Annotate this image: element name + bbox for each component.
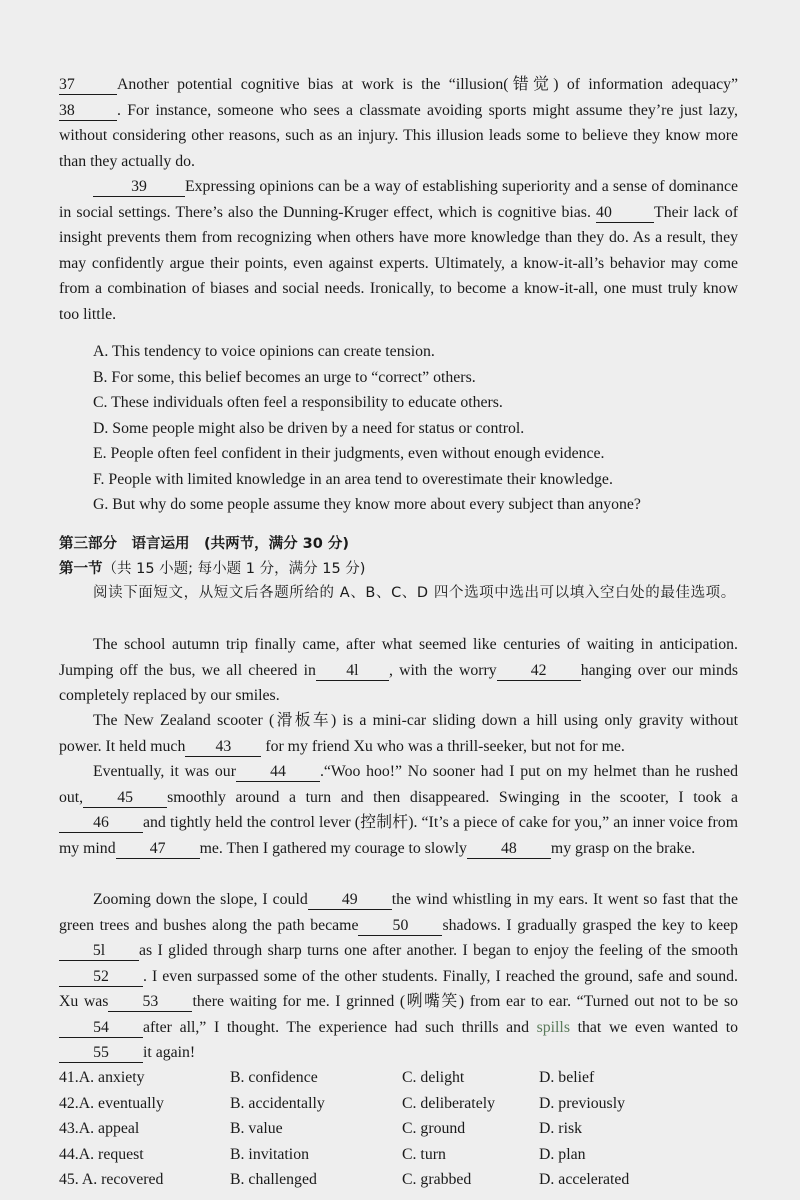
choice-41-d: D. belief	[539, 1069, 595, 1086]
blank-47: 47	[116, 839, 200, 859]
paragraph-text: after all,” I thought. The experience had such thrills and	[143, 1018, 529, 1036]
option-b: B. For some, this belief becomes an urge to “correct” others.	[93, 368, 476, 386]
paragraph-text: it again!	[143, 1044, 196, 1061]
paragraph-text: as I glided through sharp turns one after another. I began to enjoy the feeling of the smooth	[139, 942, 738, 959]
paragraph-text: The school autumn trip finally came, after what seemed like centuries of waiting in anticipation. Jumping off the bus, we all cheered in	[59, 636, 738, 679]
choice-44-b: B. invitation	[230, 1145, 309, 1163]
blank-49: 49	[308, 890, 392, 910]
choice-44-c: C. turn	[402, 1145, 446, 1163]
blank-40: 40	[596, 203, 654, 223]
paragraph-text: for my friend Xu who was a thrill-seeker, but not for me.	[265, 737, 625, 755]
blank-55: 55	[59, 1043, 143, 1063]
choice-43-c: C. ground	[402, 1120, 466, 1137]
paragraph-text: my grasp on the brake.	[550, 839, 696, 857]
paragraph-text: Expressing opinions can be a way of establishing superiority and a sense of dominance in social settings. There’s also the Dunning-Kruger effect, which is cognitive bias.	[59, 178, 738, 221]
part3-title: 第三部分 语言运用 (共两节，满分 30 分)	[59, 536, 350, 552]
option-c: C. These individuals often feel a responsibility to educate others.	[93, 394, 503, 411]
paragraph-text: Another potential cognitive bias at work is the “illusion(错觉) of information adequacy”	[117, 76, 738, 93]
paragraph-text: that we even wanted to	[577, 1018, 738, 1036]
cloze-paragraph-3	[59, 759, 738, 861]
paragraph-text: Their lack of insight prevents them from recognizing when others have more knowledge than they do. As a result, they may confidently argue their points, even against experts. Ultimately, a know-it-all’s behavior may come from a combination of biases and social needs. Ironically, to become a know-it-all, one must truly know too little.	[59, 203, 738, 323]
blank-51: 5l	[59, 941, 139, 961]
choice-42-c: C. deliberately	[402, 1094, 495, 1112]
paragraph-37-38	[59, 72, 738, 174]
choice-41-b: B. confidence	[230, 1069, 318, 1086]
choice-42-a: 42.A. eventually	[59, 1094, 164, 1112]
section1-title: 第一节	[59, 561, 103, 577]
option-g: G. But why do some people assume they know more about every subject than anyone?	[93, 496, 641, 513]
blank-50: 50	[358, 916, 442, 936]
blank-39: 39	[93, 177, 185, 197]
paragraph-text: and tightly held the control lever (控制杆). “It’s a piece of cake for you,” an inner voice from my mind	[59, 814, 738, 857]
blank-42: 42	[497, 661, 581, 681]
choice-41-c: C. delight	[402, 1069, 465, 1086]
choice-43-d: D. risk	[539, 1120, 583, 1137]
option-e: E. People often feel confident in their judgments, even without enough evidence.	[93, 445, 605, 462]
paragraph-text: shadows. I gradually grasped the key to keep	[442, 916, 738, 934]
cloze-paragraph-2	[59, 708, 738, 759]
blank-38: 38	[59, 101, 117, 121]
seven-choice-options	[93, 339, 641, 518]
cloze-paragraph-4	[59, 887, 738, 1066]
paragraph-text: , with the worry	[388, 661, 497, 679]
section1-heading	[59, 557, 365, 578]
choice-43-b: B. value	[230, 1120, 283, 1137]
paragraph-text: Eventually, it was our	[93, 763, 236, 780]
blank-43: 43	[185, 737, 261, 757]
choice-42-d: D. previously	[539, 1094, 625, 1112]
blank-45: 45	[83, 788, 167, 808]
paragraph-text: . For instance, someone who sees a classmate avoiding sports might assume they’re just lazy, without considering other reasons, such as an injury. This illusion leads some to believe they know more than they actually do.	[59, 101, 738, 170]
spills-word: spills	[536, 1018, 570, 1036]
blank-46: 46	[59, 813, 143, 833]
choice-44-d: D. plan	[539, 1145, 586, 1163]
choice-42-b: B. accidentally	[230, 1094, 325, 1112]
instructions: 阅读下面短文，从短文后各题所给的 A、B、C、D 四个选项中选出可以填入空白处的最佳选项。	[93, 585, 736, 601]
choice-44-a: 44.A. request	[59, 1145, 144, 1163]
paragraph-text: Zooming down the slope, I could	[93, 891, 308, 908]
paragraph-text: . I even surpassed some of the other students. Finally, I reached the ground, safe and sound. Xu was	[59, 967, 738, 1010]
choice-45-b: B. challenged	[230, 1171, 317, 1188]
blank-44: 44	[236, 762, 320, 782]
blank-37: 37	[59, 75, 117, 95]
paragraph-text: the wind whistling in my ears. It went so fast that the green trees and bushes along the path became	[59, 891, 738, 934]
blank-41: 4l	[316, 661, 389, 681]
paragraph-text: hanging over our minds completely replaced by our smiles.	[59, 661, 739, 704]
option-f: F. People with limited knowledge in an area tend to overestimate their knowledge.	[93, 470, 613, 488]
blank-52: 52	[59, 967, 143, 987]
choice-43-a: 43.A. appeal	[59, 1120, 140, 1137]
option-d: D. Some people might also be driven by a need for status or control.	[93, 419, 525, 437]
paragraph-text: smoothly around a turn and then disappeared. Swinging in the scooter, I took a	[167, 788, 738, 806]
paragraph-text: there waiting for me. I grinned (咧嘴笑) from ear to ear. “Turned out not to be so	[192, 993, 739, 1010]
choice-41-a: 41.A. anxiety	[59, 1069, 145, 1086]
paragraph-text: me. Then I gathered my courage to slowly	[199, 839, 467, 857]
choice-45-d: D. accelerated	[539, 1171, 630, 1188]
section1-info: （共 15 小题; 每小题 1 分，满分 15 分)	[102, 561, 366, 577]
paragraph-text: .“Woo hoo!” No sooner had I put on my helmet than he rushed out,	[59, 763, 738, 806]
blank-48: 48	[467, 839, 551, 859]
choice-45-c: C. grabbed	[402, 1171, 472, 1188]
blank-53: 53	[108, 992, 192, 1012]
option-a: A. This tendency to voice opinions can create tension.	[93, 343, 435, 360]
blank-54: 54	[59, 1018, 143, 1038]
paragraph-39-40	[59, 174, 738, 327]
paragraph-text: The New Zealand scooter (滑板车) is a mini-car sliding down a hill using only gravity without power. It held much	[59, 712, 738, 755]
choice-45-a: 45. A. recovered	[59, 1171, 164, 1188]
cloze-paragraph-1	[59, 632, 738, 709]
